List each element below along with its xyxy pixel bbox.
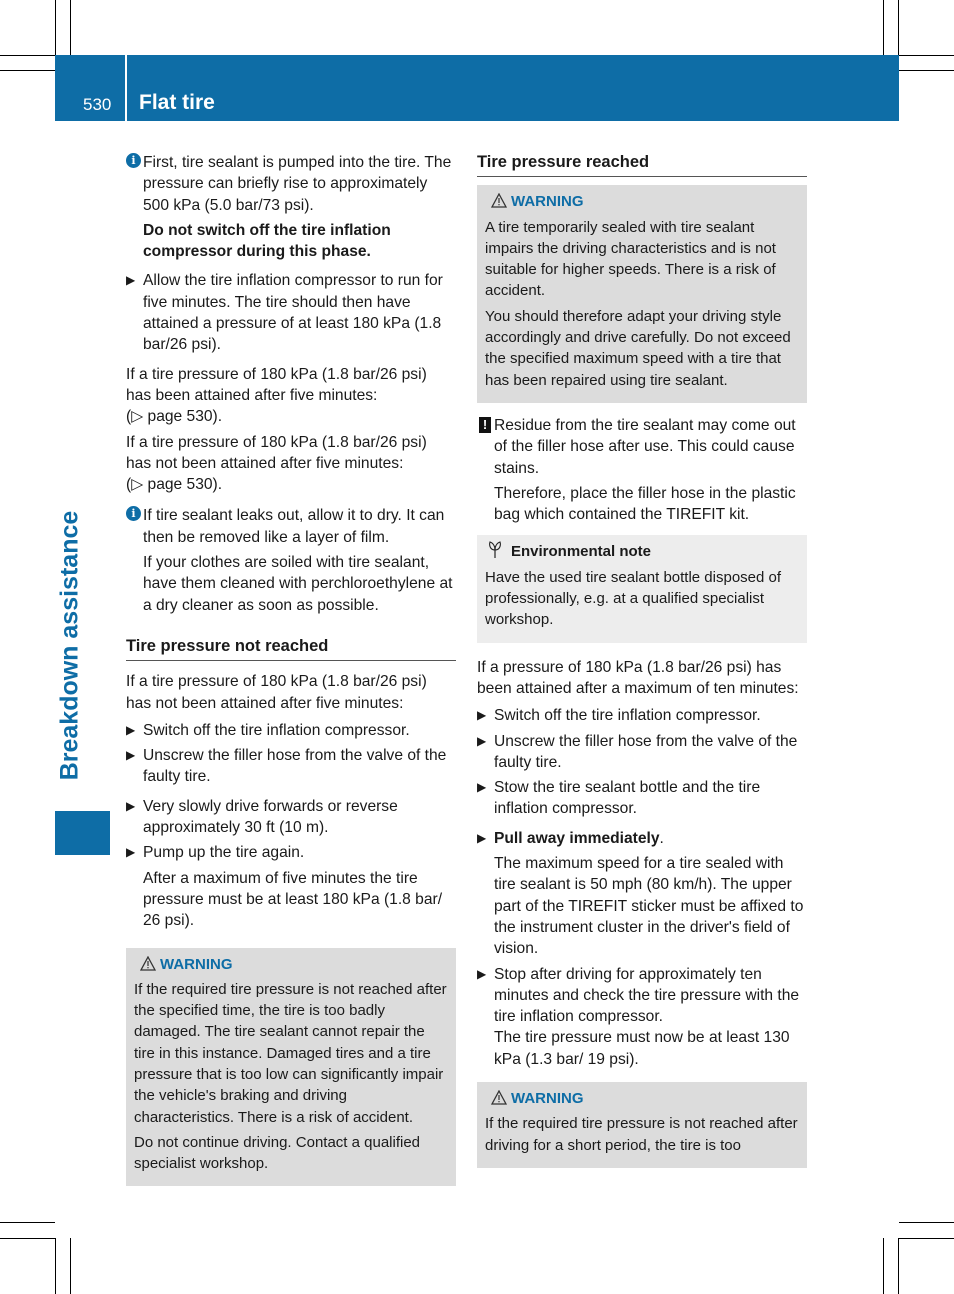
side-tab xyxy=(55,121,110,811)
step-text: Switch off the tire inflation compressor. xyxy=(143,721,410,739)
header-divider xyxy=(125,55,127,121)
crop-mark xyxy=(0,1222,55,1223)
crop-mark xyxy=(899,1238,954,1239)
section-heading: Tire pressure reached xyxy=(477,152,807,177)
crop-mark xyxy=(899,55,954,56)
info-text: First, tire sealant is pumped into the tire. The pressure can briefly rise to approximately 500 kPa (5.0 bar/73 psi). xyxy=(143,154,452,214)
page-title: Flat tire xyxy=(139,91,215,114)
arrow-bullet-icon: ▶ xyxy=(126,748,136,763)
warning-text: Do not continue driving. Contact a qualified specialist workshop. xyxy=(134,1133,421,1173)
side-tab-label: Breakdown assistance xyxy=(55,510,84,781)
step-text: Unscrew the filler hose from the valve of the faulty tire. xyxy=(143,747,447,786)
warning-triangle-icon xyxy=(491,193,507,208)
step-item xyxy=(126,270,456,355)
arrow-bullet-icon: ▶ xyxy=(477,733,487,748)
step-text: Pump up the tire again. xyxy=(143,844,305,862)
crop-mark xyxy=(898,0,899,55)
warning-text: A tire temporarily sealed with tire sealant impairs the driving characteristics and is not suitable for higher speeds. There is a risk of accident. xyxy=(485,218,776,300)
crop-mark xyxy=(898,1238,899,1294)
env-heading xyxy=(485,541,799,562)
crop-mark xyxy=(899,1222,954,1223)
section-heading: Tire pressure not reached xyxy=(126,636,456,661)
step-item xyxy=(126,745,456,788)
step-text: Stow the tire sealant bottle and the tire inflation compressor. xyxy=(494,779,761,818)
step-item xyxy=(477,705,807,726)
info-icon: i xyxy=(126,506,141,521)
crop-mark xyxy=(55,0,56,55)
crop-mark xyxy=(883,1238,884,1294)
step-item xyxy=(477,964,807,1028)
warning-label: WARNING xyxy=(511,1089,584,1107)
crop-mark xyxy=(883,0,884,55)
info-note xyxy=(126,505,456,615)
crop-mark xyxy=(0,1238,55,1239)
arrow-bullet-icon: ▶ xyxy=(126,798,136,813)
plant-icon xyxy=(487,541,503,559)
info-note xyxy=(126,152,456,262)
arrow-bullet-icon: ▶ xyxy=(477,830,487,845)
crop-mark xyxy=(899,70,954,71)
arrow-bullet-icon: ▶ xyxy=(477,780,487,795)
step-text: Switch off the tire inflation compressor. xyxy=(494,707,761,725)
info-text: If your clothes are soiled with tire sealant, have them cleaned with perchloroethylene at a dry cleaner as soon as possible. xyxy=(143,554,453,614)
right-column xyxy=(477,152,807,1178)
page-reference-link[interactable]: (▷ page 530). xyxy=(126,476,223,494)
warning-text: If the required tire pressure is not reached after driving for a short period, the tire is too xyxy=(485,1115,798,1154)
step-text: Allow the tire inflation compressor to run for five minutes. The tire should then have attained a pressure of at least 180 kPa (1.8 bar/26 psi). xyxy=(143,272,443,354)
warning-box xyxy=(477,185,807,403)
warning-triangle-icon xyxy=(140,956,156,971)
warning-box xyxy=(126,948,456,1187)
warning-text: You should therefore adapt your driving style accordingly and drive carefully. Do not exceed the specified maximum speed with a tire that has been repaired using tire sealant. xyxy=(485,307,791,389)
arrow-bullet-icon: ▶ xyxy=(126,722,136,737)
info-bold-text: Do not switch off the tire inflation compressor during this phase. xyxy=(143,221,391,261)
page-header xyxy=(55,55,899,121)
step-detail: The maximum speed for a tire sealed with tire sealant is 50 mph (80 km/h). The upper part of the TIREFIT sticker must be affixed to the instrument cluster in the driver's field of vision. xyxy=(494,855,804,958)
step-item xyxy=(126,720,456,741)
paragraph: If a pressure of 180 kPa (1.8 bar/26 psi) has been attained after a maximum of ten minutes: xyxy=(477,658,799,697)
warning-heading xyxy=(485,1088,799,1109)
notice-note xyxy=(477,415,807,525)
info-icon: i xyxy=(126,153,141,168)
info-text: If tire sealant leaks out, allow it to dry. It can then be removed like a layer of film. xyxy=(143,507,445,546)
env-label: Environmental note xyxy=(511,543,652,561)
page-number: 530 xyxy=(83,95,112,114)
warning-text: If the required tire pressure is not reached after the specified time, the tire is too badly damaged. The tire sealant cannot repair the tire in this instance. Damaged tires and a tire pressure that is too low can significantly impair the vehicle's braking and driving characteristics. There is a risk of accident. xyxy=(134,980,447,1126)
page-reference-link[interactable]: (▷ page 530). xyxy=(126,408,223,426)
step-item xyxy=(477,777,807,820)
warning-triangle-icon xyxy=(491,1090,507,1105)
exclamation-icon: ! xyxy=(479,417,491,433)
notice-text: Residue from the tire sealant may come out of the filler hose after use. This could cause stains. xyxy=(494,416,796,477)
paragraph: If a tire pressure of 180 kPa (1.8 bar/26 psi) has not been attained after five minutes: xyxy=(126,433,427,472)
arrow-bullet-icon: ▶ xyxy=(477,708,487,723)
step-detail: The tire pressure must now be at least 130 kPa (1.3 bar/ 19 psi). xyxy=(494,1029,790,1068)
step-text: Unscrew the filler hose from the valve of the faulty tire. xyxy=(494,732,798,771)
arrow-bullet-icon: ▶ xyxy=(126,273,136,288)
step-text: Stop after driving for approximately ten minutes and check the tire pressure with the tire inflation compressor. xyxy=(494,965,800,1026)
paragraph: If a tire pressure of 180 kPa (1.8 bar/26 psi) has been attained after five minutes: xyxy=(126,365,427,404)
step-text: Very slowly drive forwards or reverse approximately 30 ft (10 m). xyxy=(143,797,398,837)
step-detail: After a maximum of five minutes the tire pressure must be at least 180 kPa (1.8 bar/ 26 psi). xyxy=(143,869,443,930)
step-item xyxy=(477,731,807,774)
warning-label: WARNING xyxy=(511,193,584,211)
notice-text: Therefore, place the filler hose in the plastic bag which contained the TIREFIT kit. xyxy=(494,484,796,524)
env-text: Have the used tire sealant bottle disposed of professionally, e.g. at a qualified specialist workshop. xyxy=(485,568,782,629)
side-tab-marker xyxy=(55,811,110,855)
warning-heading xyxy=(485,191,799,212)
warning-label: WARNING xyxy=(160,955,233,973)
crop-mark xyxy=(70,1238,71,1294)
arrow-bullet-icon: ▶ xyxy=(477,966,487,981)
crop-mark xyxy=(0,55,55,56)
step-item xyxy=(126,796,456,839)
arrow-bullet-icon: ▶ xyxy=(126,845,136,860)
step-item: ▶ Pull away immediately. xyxy=(477,828,807,849)
left-column xyxy=(126,152,456,1196)
environmental-note-box xyxy=(477,535,807,642)
warning-box xyxy=(477,1082,807,1168)
step-item xyxy=(126,842,456,863)
crop-mark xyxy=(55,1238,56,1294)
paragraph: If a tire pressure of 180 kPa (1.8 bar/26 psi) has not been attained after five minutes: xyxy=(126,673,427,712)
crop-mark xyxy=(0,70,55,71)
step-bold-text: Pull away immediately xyxy=(494,829,660,847)
crop-mark xyxy=(70,0,71,55)
warning-heading xyxy=(134,954,448,975)
